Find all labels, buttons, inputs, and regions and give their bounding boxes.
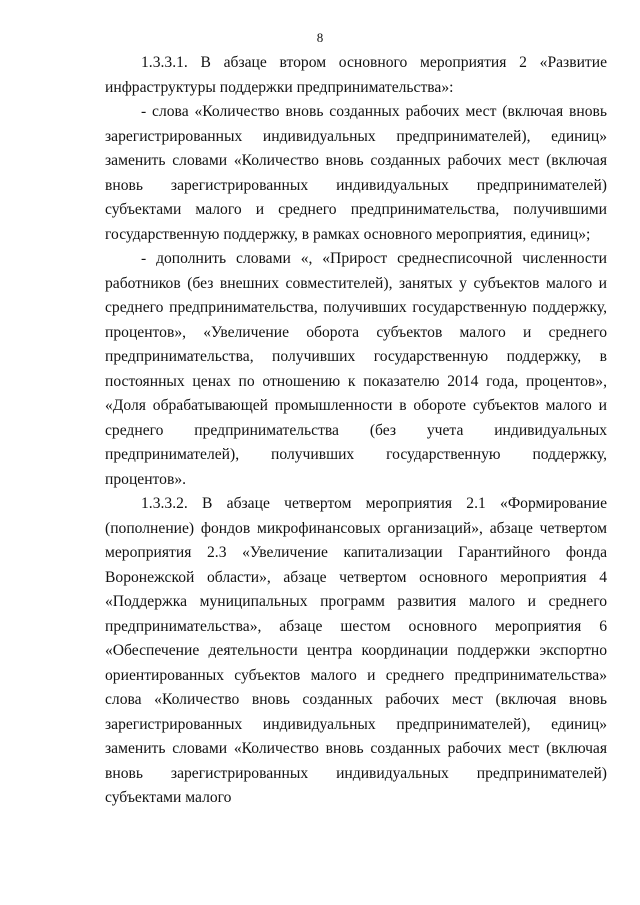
paragraph-replace-words: - слова «Количество вновь созданных рабочих мест (включая вновь зарегистрированных индивидуальных предпринимателей), единиц» заменить словами «Количество вновь созданных рабочих мест (включая вновь зарегистрированных индивидуальных предпринимателей) субъектами малого и среднего предпринимательства, получившими государственную поддержку, в рамках основного мероприятия, единиц»; bbox=[105, 103, 607, 243]
paragraph-1-3-3-2: 1.3.3.2. В абзаце четвертом мероприятия 2.1 «Формирование (пополнение) фондов микрофинансовых организаций», абзаце четвертом мероприятия 2.3 «Увеличение капитализации Гарантийного фонда Воронежской области», абзаце четвертом основного мероприятия 4 «Поддержка муниципальных программ развития малого и среднего предпринимательства», абзаце шестом основного мероприятия 6 «Обеспечение деятельности центра координации поддержки экспортно ориентированных субъектов малого и среднего предпринимательства» слова «Количество вновь созданных рабочих мест (включая вновь зарегистрированных индивидуальных предпринимателей), единиц» заменить словами «Количество вновь созданных рабочих мест (включая вновь зарегистрированных индивидуальных предпринимателей) субъектами малого bbox=[105, 495, 607, 806]
document-body bbox=[105, 51, 607, 811]
paragraph-1-3-3-1: 1.3.3.1. В абзаце втором основного мероприятия 2 «Развитие инфраструктуры поддержки предпринимательства»: bbox=[105, 54, 607, 96]
paragraph-add-words: - дополнить словами «, «Прирост среднесписочной численности работников (без внешних совместителей), занятых у субъектов малого и среднего предпринимательства, получивших государственную поддержку, процентов», «Увеличение оборота субъектов малого и среднего предпринимательства, получивших государственную поддержку, в постоянных ценах по отношению к показателю 2014 года, процентов», «Доля обрабатывающей промышленности в обороте субъектов малого и среднего предпринимательства (без учета индивидуальных предпринимателей), получивших государственную поддержку, процентов». bbox=[105, 250, 607, 488]
page-number: 8 bbox=[316, 30, 324, 45]
